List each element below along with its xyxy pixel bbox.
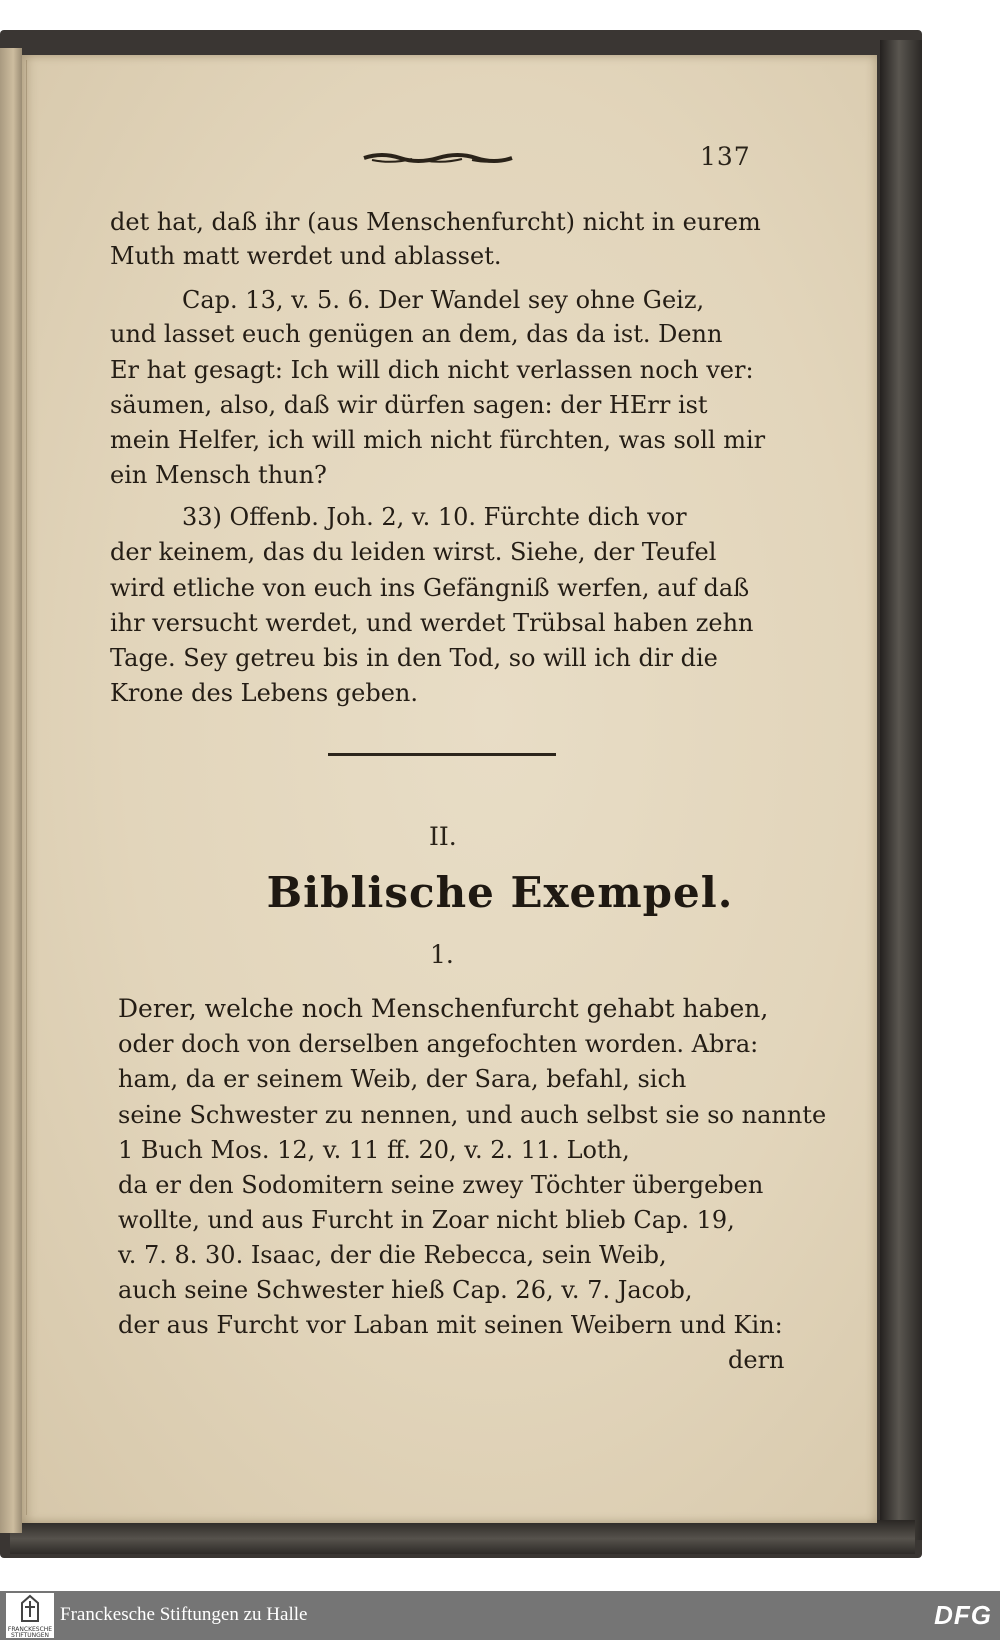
text-line: ihr versucht werdet, und werdet Trübsal haben zehn xyxy=(110,609,754,637)
text-line: oder doch von derselben angefochten worden. Abra: xyxy=(118,1030,759,1058)
text-line: säumen, also, daß wir dürfen sagen: der HErr ist xyxy=(110,391,708,419)
page-number: 137 xyxy=(700,142,751,171)
footer-label: Franckesche Stiftungen zu Halle xyxy=(60,1604,308,1625)
text-line: ein Mensch thun? xyxy=(110,461,327,489)
text-line: Tage. Sey getreu bis in den Tod, so will ich dir die xyxy=(110,644,718,672)
dfg-logo: DFG xyxy=(934,1600,992,1630)
logo-emblem-icon xyxy=(6,1593,54,1625)
book-board-bottom xyxy=(10,1520,915,1554)
text-line: 1 Buch Mos. 12, v. 11 ff. 20, v. 2. 11. Loth, xyxy=(118,1136,630,1164)
logo-text: FRANCKESCHE STIFTUNGEN xyxy=(7,1626,53,1639)
text-line: Cap. 13, v. 5. 6. Der Wandel sey ohne Geiz, xyxy=(182,286,705,314)
text-line: seine Schwester zu nennen, und auch selbst sie so nannte xyxy=(118,1101,827,1129)
text-line: mein Helfer, ich will mich nicht fürchten, was soll mir xyxy=(110,426,766,454)
previous-page-edge xyxy=(0,48,22,1533)
text-line: ham, da er seinem Weib, der Sara, befahl, sich xyxy=(118,1065,687,1093)
text-line: 33) Offenb. Joh. 2, v. 10. Fürchte dich vor xyxy=(182,503,687,531)
text-line: der aus Furcht vor Laban mit seinen Weibern und Kin: xyxy=(118,1311,783,1339)
gutter-line xyxy=(26,60,27,1515)
text-line: Krone des Lebens geben. xyxy=(110,679,418,707)
text-line: Derer, welche noch Menschenfurcht gehabt haben, xyxy=(118,994,769,1023)
section-numeral: II. xyxy=(429,822,457,851)
subsection-number: 1. xyxy=(430,940,454,969)
text-line: wollte, und aus Furcht in Zoar nicht blieb Cap. 19, xyxy=(118,1206,735,1234)
section-title: Biblische Exempel. xyxy=(266,868,734,917)
text-line: det hat, daß ihr (aus Menschenfurcht) nicht in eurem xyxy=(110,208,761,236)
text-line: v. 7. 8. 30. Isaac, der die Rebecca, sein Weib, xyxy=(118,1241,667,1269)
text-line: auch seine Schwester hieß Cap. 26, v. 7. Jacob, xyxy=(118,1276,693,1304)
text-line: der keinem, das du leiden wirst. Siehe, der Teufel xyxy=(110,538,717,566)
text-line: da er den Sodomitern seine zwey Töchter übergeben xyxy=(118,1171,764,1199)
text-line: und lasset euch genügen an dem, das da ist. Denn xyxy=(110,320,723,348)
text-line: wird etliche von euch ins Gefängniß werfen, auf daß xyxy=(110,574,750,602)
section-divider xyxy=(328,753,556,756)
text-line: Er hat gesagt: Ich will dich nicht verlassen noch ver: xyxy=(110,356,754,384)
catchword: dern xyxy=(728,1346,785,1374)
header-ornament xyxy=(362,151,514,165)
text-line: Muth matt werdet und ablasset. xyxy=(110,242,502,270)
book-board-edge xyxy=(880,40,922,1540)
